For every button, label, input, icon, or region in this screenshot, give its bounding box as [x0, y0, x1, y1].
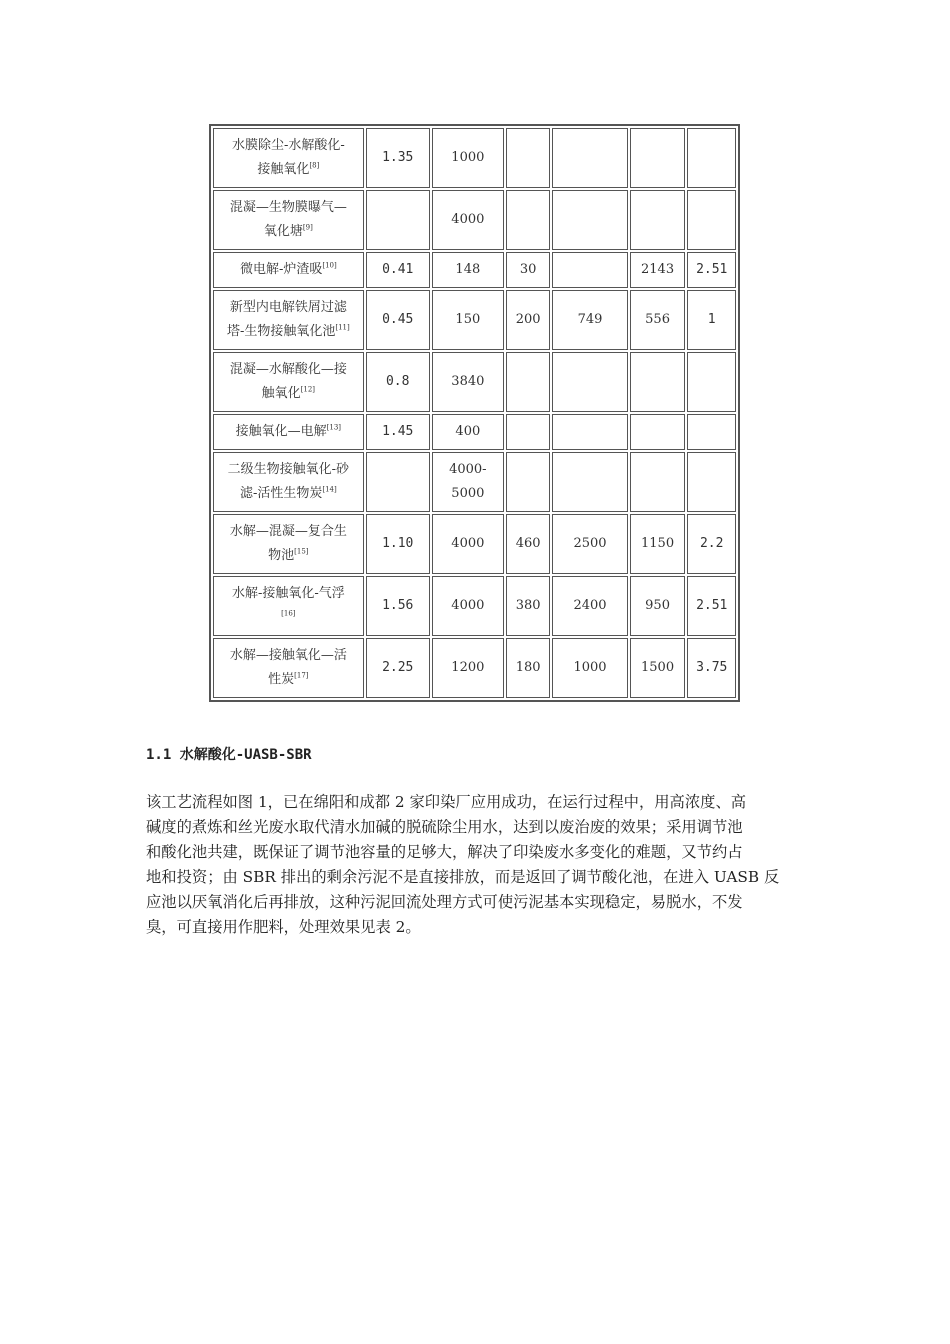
table-cell: 1150 — [630, 514, 686, 574]
paragraph-line: 应池以厌氧消化后再排放，这种污泥回流处理方式可使污泥基本实现稳定，易脱水，不发 — [146, 893, 743, 911]
reference-marker: [16] — [281, 609, 296, 618]
table-cell: 749 — [552, 290, 627, 350]
table-cell — [630, 452, 686, 512]
process-name-line: 接触氧化—电解[13] — [235, 423, 342, 439]
paragraph-line: 地和投资；由 SBR 排出的剩余污泥不是直接排放，而是返回了调节酸化池，在进入 UASB 反 — [146, 868, 780, 886]
table-cell — [506, 414, 550, 450]
table-cell: 1.10 — [366, 514, 430, 574]
table-cell: 150 — [432, 290, 504, 350]
table-cell — [552, 452, 627, 512]
process-name-line: 接触氧化[8] — [257, 161, 320, 177]
table-row — [213, 190, 736, 250]
table-cell: 2.25 — [366, 638, 430, 698]
process-name-line: 触氧化[12] — [261, 385, 316, 401]
table-cell: 460 — [506, 514, 550, 574]
table-cell — [506, 190, 550, 250]
treatment-process-table — [209, 124, 740, 702]
reference-marker: [17] — [294, 671, 309, 680]
table-cell — [630, 414, 686, 450]
table-cell — [552, 190, 627, 250]
reference-marker: [12] — [300, 385, 316, 394]
process-name-cell — [213, 414, 364, 450]
process-name-line: 混凝—水解酸化—接 — [229, 362, 347, 377]
reference-marker: [11] — [335, 323, 350, 332]
process-name-cell — [213, 128, 364, 188]
table-cell: 2.2 — [687, 514, 736, 574]
table-cell — [687, 190, 736, 250]
process-name-cell — [213, 514, 364, 574]
process-name-line: 混凝—生物膜曝气— — [229, 200, 347, 215]
table-cell: 380 — [506, 576, 550, 636]
section-paragraph — [146, 790, 810, 940]
table-cell: 1 — [687, 290, 736, 350]
table-cell: 180 — [506, 638, 550, 698]
table-row — [213, 452, 736, 512]
table-cell — [687, 128, 736, 188]
process-name-line: 水解—接触氧化—活 — [229, 648, 347, 663]
table-cell: 4000 — [432, 514, 504, 574]
table-cell: 1.45 — [366, 414, 430, 450]
table-cell — [630, 128, 686, 188]
table-cell — [506, 452, 550, 512]
table-cell — [630, 352, 686, 412]
paragraph-line: 该工艺流程如图 1，已在绵阳和成都 2 家印染厂应用成功，在运行过程中，用高浓度、高 — [146, 793, 747, 811]
table-row — [213, 514, 736, 574]
process-name-line: 物池[15] — [268, 547, 309, 563]
table-cell: 3.75 — [687, 638, 736, 698]
process-name-line: 微电解-炉渣吸[10] — [239, 261, 337, 277]
table-cell: 1.56 — [366, 576, 430, 636]
process-name-cell — [213, 638, 364, 698]
reference-marker: [13] — [326, 423, 342, 432]
reference-marker: [8] — [309, 161, 320, 170]
table-cell — [506, 128, 550, 188]
table-cell: 1500 — [630, 638, 686, 698]
reference-marker: [9] — [302, 223, 313, 232]
table-row — [213, 290, 736, 350]
table-cell: 148 — [432, 252, 504, 288]
paragraph-line: 和酸化池共建，既保证了调节池容量的足够大，解决了印染废水多变化的难题，又节约占 — [146, 843, 743, 861]
process-name-line: 氧化塘[9] — [263, 223, 313, 239]
table-cell: 30 — [506, 252, 550, 288]
paragraph-line: 臭，可直接用作肥料，处理效果见表 2。 — [146, 918, 421, 936]
table-cell — [687, 352, 736, 412]
table-cell: 0.41 — [366, 252, 430, 288]
process-name-line: 水解—混凝—复合生 — [229, 524, 347, 539]
process-name-line: 滤-活性生物炭[14] — [239, 485, 337, 501]
table-cell: 3840 — [432, 352, 504, 412]
table-cell — [687, 414, 736, 450]
process-name-cell — [213, 452, 364, 512]
process-name-cell — [213, 576, 364, 636]
table-cell: 2500 — [552, 514, 627, 574]
paragraph-line: 碱度的煮炼和丝光废水取代清水加碱的脱硫除尘用水，达到以废治废的效果；采用调节池 — [146, 818, 743, 836]
table-cell: 1000 — [432, 128, 504, 188]
table-cell: 2400 — [552, 576, 627, 636]
table-cell — [552, 352, 627, 412]
process-name-line: 水解-接触氧化-气浮 — [231, 586, 345, 601]
table-cell — [506, 352, 550, 412]
process-name-cell — [213, 352, 364, 412]
reference-marker: [15] — [294, 547, 309, 556]
table-row — [213, 128, 736, 188]
reference-marker: [14] — [322, 485, 337, 494]
table-cell: 1200 — [432, 638, 504, 698]
table-cell — [552, 252, 627, 288]
table-cell: 4000 — [432, 576, 504, 636]
table-cell: 4000 — [432, 190, 504, 250]
section-heading: 1.1 水解酸化-UASB-SBR — [146, 747, 312, 763]
process-name-cell — [213, 290, 364, 350]
process-name-line: 塔-生物接触氧化池[11] — [226, 323, 350, 339]
process-name-line: 水膜除尘-水解酸化- — [231, 138, 345, 153]
table-cell: 2.51 — [687, 252, 736, 288]
process-name-line: 性炭[17] — [268, 671, 309, 687]
process-name-line — [218, 606, 359, 630]
table-row — [213, 352, 736, 412]
process-name-line: 二级生物接触氧化-砂 — [227, 462, 350, 477]
table-cell: 1.35 — [366, 128, 430, 188]
table-row — [213, 414, 736, 450]
table-cell — [552, 414, 627, 450]
table-cell — [366, 452, 430, 512]
table-cell: 0.8 — [366, 352, 430, 412]
table-cell: 556 — [630, 290, 686, 350]
table-cell — [552, 128, 627, 188]
table-row — [213, 638, 736, 698]
table-cell: 200 — [506, 290, 550, 350]
table-cell — [630, 190, 686, 250]
process-name-cell — [213, 252, 364, 288]
table-cell: 2.51 — [687, 576, 736, 636]
table-body — [213, 128, 736, 698]
table-cell: 1000 — [552, 638, 627, 698]
table-cell — [366, 190, 430, 250]
table-cell: 4000-5000 — [432, 452, 504, 512]
reference-marker: [10] — [322, 261, 337, 270]
table-cell: 400 — [432, 414, 504, 450]
table-cell: 2143 — [630, 252, 686, 288]
table-row — [213, 576, 736, 636]
table-cell: 950 — [630, 576, 686, 636]
table-cell — [687, 452, 736, 512]
table-row — [213, 252, 736, 288]
process-name-cell — [213, 190, 364, 250]
table-cell: 0.45 — [366, 290, 430, 350]
process-name-line: 新型内电解铁屑过滤 — [229, 300, 347, 315]
